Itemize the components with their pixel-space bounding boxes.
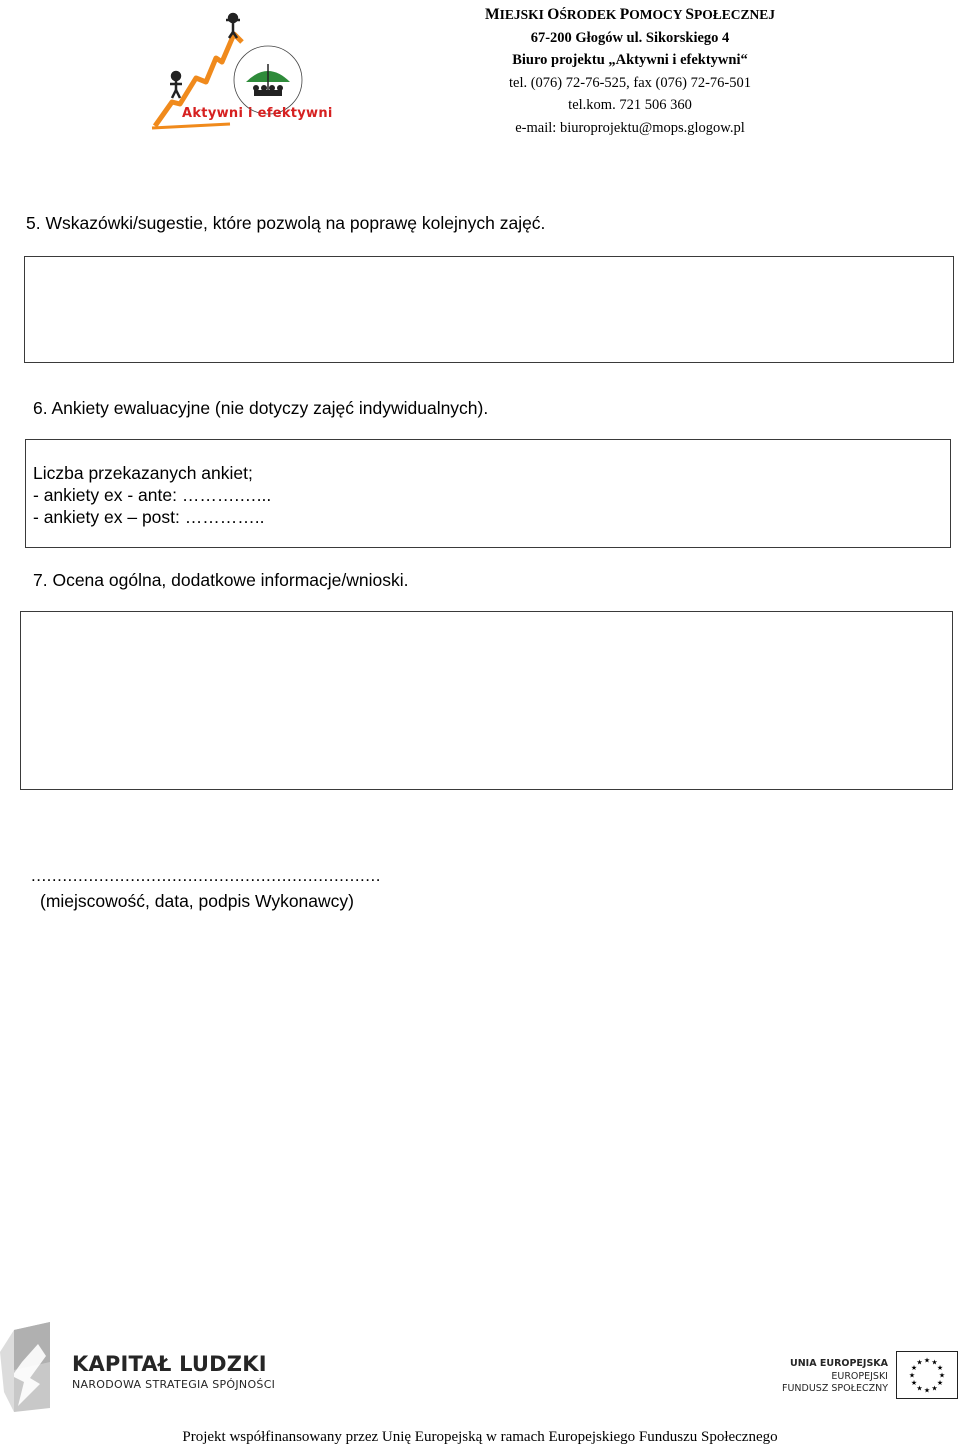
survey-count-label: Liczba przekazanych ankiet; bbox=[33, 463, 253, 483]
organization-name: MIEJSKI OŚRODEK POMOCY SPOŁECZNEJ bbox=[485, 6, 775, 23]
phone-fax: tel. (076) 72-76-525, fax (076) 72-76-501 bbox=[508, 74, 751, 91]
eu-star-icon: ★ bbox=[908, 1372, 916, 1380]
email-address[interactable]: e-mail: biuroprojektu@mops.glogow.pl bbox=[515, 119, 745, 136]
project-office: Biuro projektu „Aktywni i efektywni“ bbox=[512, 52, 748, 68]
eu-star-icon: ★ bbox=[910, 1365, 918, 1372]
eu-star-icon: ★ bbox=[931, 1385, 938, 1393]
eu-line-3: FUNDUSZ SPOŁECZNY bbox=[782, 1383, 888, 1394]
section-7-answer-box[interactable] bbox=[20, 611, 953, 790]
signature-label: (miejscowość, data, podpis Wykonawcy) bbox=[40, 891, 354, 911]
organization-header bbox=[440, 4, 820, 139]
eu-star-icon: ★ bbox=[936, 1380, 944, 1387]
eu-line-2: EUROPEJSKI bbox=[831, 1370, 888, 1382]
eu-fund-text bbox=[780, 1358, 888, 1396]
section-6-title: 6. Ankiety ewaluacyjne (nie dotyczy zajęć indywidualnych). bbox=[33, 398, 489, 418]
eu-star-icon: ★ bbox=[916, 1359, 923, 1367]
section-7-title: 7. Ocena ogólna, dodatkowe informacje/wnioski. bbox=[33, 570, 409, 590]
section-6-answer-box[interactable] bbox=[25, 439, 951, 548]
organization-address: 67-200 Głogów ul. Sikorskiego 4 bbox=[530, 29, 730, 46]
section-5-answer-box[interactable] bbox=[24, 256, 954, 363]
kapital-ludzki-subtitle: NARODOWA STRATEGIA SPÓJNOŚCI bbox=[72, 1378, 276, 1391]
eu-star-icon: ★ bbox=[923, 1357, 931, 1365]
logo-badge bbox=[234, 46, 302, 114]
eu-star-icon: ★ bbox=[938, 1372, 946, 1380]
eu-line-1: UNIA EUROPEJSKA bbox=[790, 1358, 888, 1369]
section-5-title: 5. Wskazówki/sugestie, które pozwolą na poprawę kolejnych zajęć. bbox=[26, 213, 546, 233]
eu-star-icon: ★ bbox=[931, 1359, 938, 1367]
mobile-phone: tel.kom. 721 506 360 bbox=[568, 97, 692, 113]
logo-figure-small bbox=[170, 72, 182, 98]
cofinancing-note: Projekt współfinansowany przez Unię Europejską w ramach Europejskiego Funduszu Społecznego bbox=[182, 1429, 778, 1445]
eu-flag-icon bbox=[896, 1351, 958, 1399]
kapital-ludzki-title: KAPITAŁ LUDZKI bbox=[72, 1352, 267, 1376]
signature-line[interactable]: ................................................................... bbox=[31, 866, 381, 885]
eu-star-icon: ★ bbox=[923, 1387, 931, 1395]
logo-base-stroke bbox=[152, 124, 230, 128]
survey-ex-ante: - ankiety ex - ante: ……….…... bbox=[33, 485, 272, 505]
survey-ex-post: - ankiety ex – post: ………….. bbox=[33, 507, 265, 527]
eu-star-icon: ★ bbox=[910, 1380, 918, 1387]
logo-text: Aktywni i efektywni bbox=[182, 106, 333, 121]
kapital-ludzki-logo bbox=[0, 1322, 60, 1412]
eu-star-icon: ★ bbox=[916, 1385, 923, 1393]
eu-star-icon: ★ bbox=[936, 1365, 944, 1372]
